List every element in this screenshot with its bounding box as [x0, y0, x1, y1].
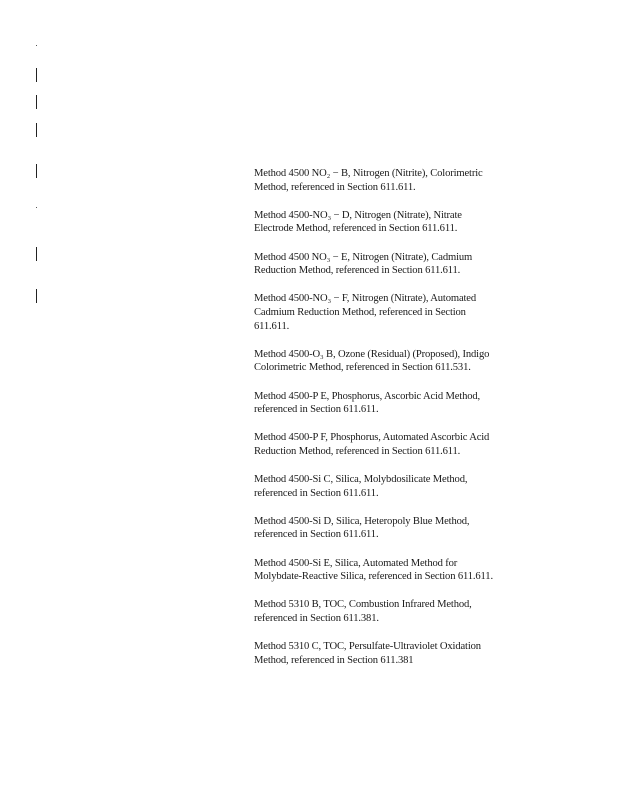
- entry-line: Electrode Method, referenced in Section 611.611.: [254, 223, 458, 235]
- entry-line: Method 4500 NO₂ − B, Nitrogen (Nitrite), Colorimetric: [254, 168, 483, 179]
- entry-line: Method, referenced in Section 611.381: [254, 654, 414, 666]
- change-bar: [36, 123, 37, 137]
- method-entry: [254, 557, 554, 584]
- method-entry: [254, 473, 554, 500]
- entry-line: Colorimetric Method, referenced in Section 611.531.: [254, 362, 471, 374]
- method-entry: [254, 292, 554, 333]
- method-entry: [254, 167, 554, 194]
- entry-line: Method 4500-NO₃ − F, Nitrogen (Nitrate), Automated: [254, 293, 476, 305]
- entry-line: Reduction Method, referenced in Section 611.611.: [254, 445, 461, 457]
- entry-line: Method 5310 C, TOC, Persulfate-Ultraviolet Oxidation: [254, 641, 481, 653]
- entry-line: Method, referenced in Section 611.611.: [254, 181, 416, 193]
- method-entry: [254, 431, 554, 458]
- method-entry: [254, 598, 554, 625]
- margin-speck: [36, 207, 37, 208]
- entry-line: Method 4500-P E, Phosphorus, Ascorbic Acid Method,: [254, 390, 481, 402]
- entry-line: Method 4500-NO₃ − D, Nitrogen (Nitrate), Nitrate: [254, 209, 462, 221]
- method-entry: [254, 390, 554, 417]
- entry-line: Method 4500-Si D, Silica, Heteropoly Blue Method,: [254, 515, 470, 527]
- entry-line: referenced in Section 611.611.: [254, 529, 379, 541]
- entry-line: Reduction Method, referenced in Section 611.611.: [254, 265, 461, 277]
- entry-line: Method 4500-Si C, Silica, Molybdosilicate Method,: [254, 474, 468, 486]
- entry-line: referenced in Section 611.611.: [254, 404, 379, 416]
- entry-line: Molybdate-Reactive Silica, referenced in Section 611.611.: [254, 571, 493, 583]
- entry-line: Method 4500-O₃ B, Ozone (Residual) (Proposed), Indigo: [254, 348, 490, 360]
- entry-line: Method 4500-P F, Phosphorus, Automated Ascorbic Acid: [254, 432, 490, 444]
- entry-line: referenced in Section 611.381.: [254, 613, 379, 624]
- change-bar: [36, 289, 37, 303]
- entry-line: Method 4500 NO₃ − E, Nitrogen (Nitrate), Cadmium: [254, 251, 473, 263]
- method-entry: [254, 209, 554, 236]
- entry-line: Method 4500-Si E, Silica, Automated Method for: [254, 557, 458, 569]
- change-bar: [36, 247, 37, 261]
- change-bar: [36, 164, 37, 178]
- method-entry: [254, 515, 554, 542]
- entry-line: referenced in Section 611.611.: [254, 487, 379, 499]
- entry-line: Cadmium Reduction Method, referenced in Section: [254, 306, 466, 318]
- change-bar: [36, 95, 37, 109]
- change-bar: [36, 68, 37, 82]
- method-entry: [254, 251, 554, 278]
- entry-line: 611.611.: [254, 320, 290, 332]
- method-entry: [254, 640, 554, 667]
- method-entry: [254, 348, 554, 375]
- margin-speck: [36, 45, 37, 46]
- entry-line: Method 5310 B, TOC, Combustion Infrared Method,: [254, 599, 472, 611]
- method-reference-list: [254, 167, 554, 682]
